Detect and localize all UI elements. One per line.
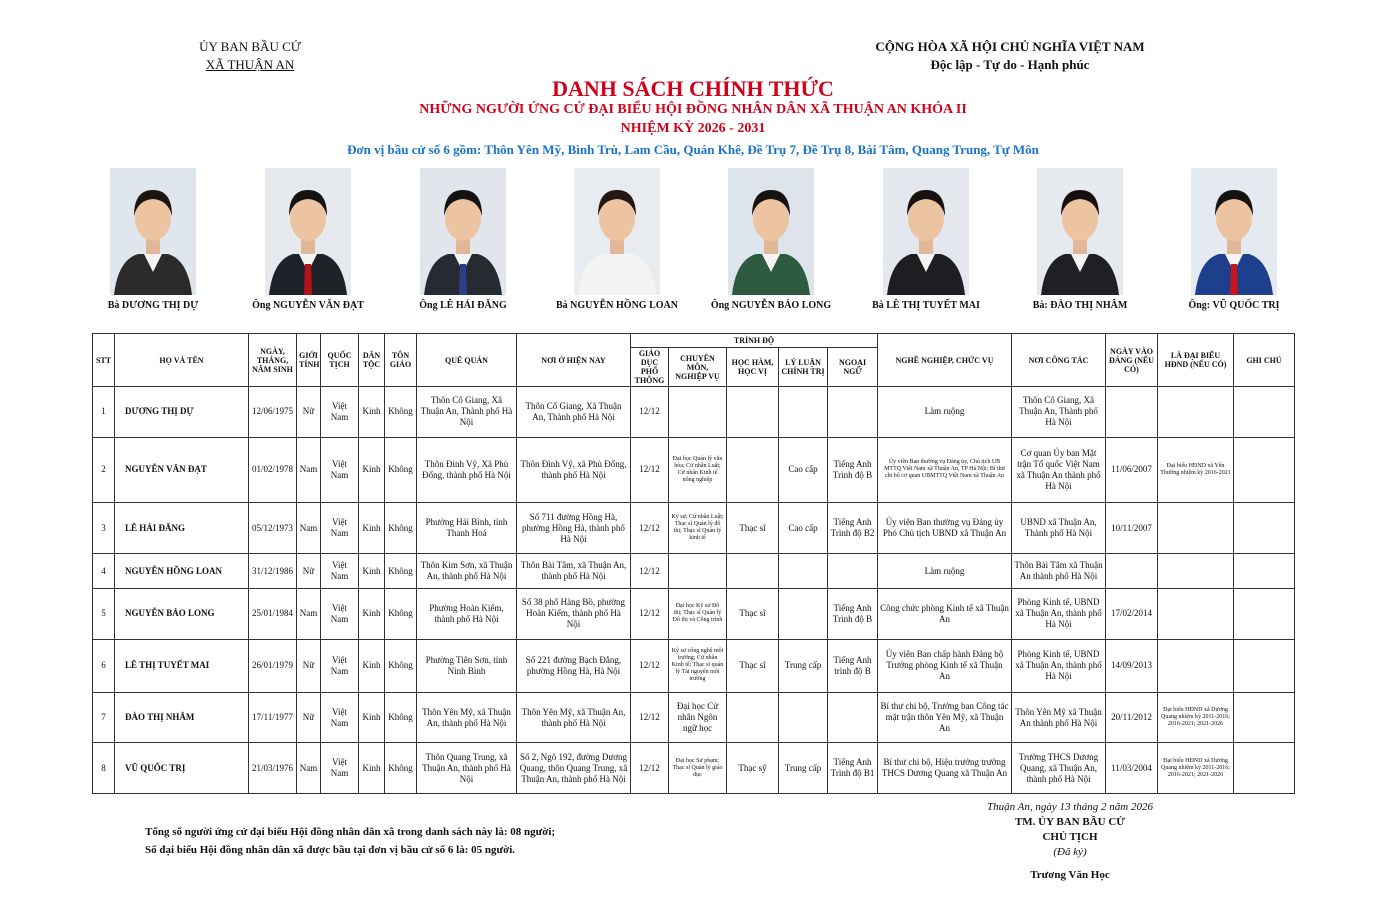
cell-edu-degree <box>727 387 779 438</box>
cell-stt: 3 <box>93 503 115 554</box>
cell-party-date: 11/06/2007 <box>1106 437 1158 503</box>
signing-organization: TM. ỦY BAN BẦU CỬ <box>1014 816 1126 828</box>
cell-note <box>1234 692 1295 743</box>
cell-occupation: Ủy viên Ban thường vụ Đảng ủy Phó Chủ tịch UBND xã Thuận An <box>878 503 1012 554</box>
cell-note <box>1234 503 1295 554</box>
cell-gender: Nam <box>297 503 321 554</box>
cell-nationality: Việt Nam <box>321 692 359 743</box>
cell-edu-professional <box>669 387 727 438</box>
header-hometown: QUÊ QUÁN <box>417 334 517 387</box>
cell-edu-degree: Thạc sĩ <box>727 639 779 692</box>
cell-edu-professional: Đại học Kỹ sư Đô thị; Thạc sĩ Quản lý Đô thị và Công trình <box>669 589 727 640</box>
portrait-caption: Bà LÊ THỊ TUYẾT MAI <box>872 300 980 311</box>
cell-gender: Nữ <box>297 553 321 588</box>
header-nationality: QUỐC TỊCH <box>321 334 359 387</box>
cell-name: ĐÀO THỊ NHÂM <box>115 692 249 743</box>
header-residence: NƠI Ở HIỆN NAY <box>517 334 631 387</box>
candidate-portrait <box>574 168 660 295</box>
cell-edu-degree: Thạc sĩ <box>727 503 779 554</box>
cell-party-date: 11/03/2004 <box>1106 743 1158 794</box>
cell-dob: 17/11/1977 <box>249 692 297 743</box>
cell-ethnicity: Kinh <box>359 387 385 438</box>
cell-nationality: Việt Nam <box>321 639 359 692</box>
candidate-portrait <box>728 168 814 295</box>
cell-edu-professional: Đại học Cử nhân Ngôn ngữ học <box>669 692 727 743</box>
cell-nationality: Việt Nam <box>321 743 359 794</box>
cell-edu-general: 12/12 <box>631 503 669 554</box>
cell-edu-general: 12/12 <box>631 387 669 438</box>
cell-nationality: Việt Nam <box>321 503 359 554</box>
cell-residence: Thôn Yên Mỹ, xã Thuận An, thành phố Hà Nội <box>517 692 631 743</box>
cell-residence: Thôn Cổ Giang, Xã Thuận An, Thành phố Hà Nội <box>517 387 631 438</box>
cell-ethnicity: Kinh <box>359 743 385 794</box>
cell-residence: Số 2, Ngõ 192, đường Dương Quang, thôn Quang Trung, xã Thuận An, thành phố Hà Nội <box>517 743 631 794</box>
committee-header <box>160 38 340 74</box>
cell-delegate: Đại biểu HĐND xã Dương Quang nhiệm kỳ 2011-2016; 2016-2021; 2021-2026 <box>1158 743 1234 794</box>
cell-ethnicity: Kinh <box>359 692 385 743</box>
cell-nationality: Việt Nam <box>321 553 359 588</box>
portrait-caption: Ông NGUYỄN VĂN ĐẠT <box>252 300 364 311</box>
cell-party-date: 17/02/2014 <box>1106 589 1158 640</box>
cell-hometown: Phường Hải Bình, tỉnh Thanh Hoá <box>417 503 517 554</box>
cell-name: VŨ QUỐC TRỊ <box>115 743 249 794</box>
cell-hometown: Phường Hoàn Kiếm, thành phố Hà Nội <box>417 589 517 640</box>
portrait-caption: Bà DƯƠNG THỊ DỰ <box>107 300 199 311</box>
cell-religion: Không <box>385 639 417 692</box>
cell-edu-language <box>828 692 878 743</box>
header-edu-political: LÝ LUẬN CHÍNH TRỊ <box>779 348 828 387</box>
portrait-caption: Bà: ĐÀO THỊ NHÂM <box>1032 300 1128 311</box>
cell-dob: 21/03/1976 <box>249 743 297 794</box>
cell-edu-political: Cao cấp <box>779 503 828 554</box>
cell-name: DƯƠNG THỊ DỰ <box>115 387 249 438</box>
cell-edu-language: Tiếng Anh Trình độ B <box>828 589 878 640</box>
cell-workplace: Phòng Kinh tế, UBND xã Thuận An, thành phố Hà Nội <box>1012 639 1106 692</box>
cell-ethnicity: Kinh <box>359 589 385 640</box>
cell-note <box>1234 553 1295 588</box>
candidate-portrait <box>265 168 351 295</box>
cell-hometown: Thôn Đình Vỹ, Xã Phù Đổng, thành phố Hà Nội <box>417 437 517 503</box>
cell-ethnicity: Kinh <box>359 437 385 503</box>
cell-name: LÊ THỊ TUYẾT MAI <box>115 639 249 692</box>
table-row <box>93 589 1295 640</box>
cell-ethnicity: Kinh <box>359 639 385 692</box>
cell-note <box>1234 589 1295 640</box>
elected-count-line: Số đại biểu Hội đồng nhân dân xã được bầu tại đơn vị bầu cử số 6 là: 05 người. <box>145 844 516 856</box>
cell-ethnicity: Kinh <box>359 553 385 588</box>
header-dob: NGÀY, THÁNG, NĂM SINH <box>249 334 297 387</box>
cell-stt: 5 <box>93 589 115 640</box>
header-occupation: NGHỀ NGHIỆP, CHỨC VỤ <box>878 334 1012 387</box>
header-delegate: LÀ ĐẠI BIỂU HĐND (NẾU CÓ) <box>1158 334 1234 387</box>
cell-nationality: Việt Nam <box>321 387 359 438</box>
cell-dob: 26/01/1979 <box>249 639 297 692</box>
cell-edu-political <box>779 589 828 640</box>
cell-stt: 2 <box>93 437 115 503</box>
cell-edu-degree <box>727 553 779 588</box>
cell-dob: 12/06/1975 <box>249 387 297 438</box>
cell-workplace: Cơ quan Ủy ban Mặt trận Tổ quốc Việt Nam xã Thuận An thành phố Hà Nội <box>1012 437 1106 503</box>
cell-edu-language: Tiếng Anh trình độ B <box>828 639 878 692</box>
cell-delegate: Đại biểu HĐND xã Dương Quang nhiệm kỳ 2011-2016; 2016-2021; 2021-2026 <box>1158 692 1234 743</box>
cell-edu-political: Trung cấp <box>779 743 828 794</box>
cell-religion: Không <box>385 387 417 438</box>
cell-gender: Nữ <box>297 692 321 743</box>
table-row <box>93 553 1295 588</box>
cell-occupation: Ủy viên Ban chấp hành Đảng bộ Trưởng phòng Kinh tế xã Thuận An <box>878 639 1012 692</box>
commune-name: XÃ THUẬN AN <box>205 57 295 72</box>
cell-workplace: Thôn Yên Mỹ xã Thuận An thành phố Hà Nội <box>1012 692 1106 743</box>
cell-edu-language: Tiếng Anh Trình độ B1 <box>828 743 878 794</box>
cell-note <box>1234 437 1295 503</box>
signed-mark: (Đã ký) <box>1053 846 1087 858</box>
header-note: GHI CHÚ <box>1234 334 1295 387</box>
cell-name: LÊ HẢI ĐĂNG <box>115 503 249 554</box>
cell-edu-language <box>828 553 878 588</box>
header-edu-language: NGOẠI NGỮ <box>828 348 878 387</box>
cell-delegate <box>1158 387 1234 438</box>
cell-gender: Nam <box>297 437 321 503</box>
cell-edu-general: 12/12 <box>631 743 669 794</box>
cell-edu-general: 12/12 <box>631 639 669 692</box>
cell-hometown: Thôn Yên Mỹ, xã Thuận An, thành phố Hà Nội <box>417 692 517 743</box>
cell-party-date <box>1106 553 1158 588</box>
table-row <box>93 437 1295 503</box>
cell-nationality: Việt Nam <box>321 437 359 503</box>
cell-edu-professional: Đại học Quản lý văn hóa; Cử nhân Luật; Cử nhân Kinh tế nông nghiệp <box>669 437 727 503</box>
header-stt: STT <box>93 334 115 387</box>
cell-stt: 6 <box>93 639 115 692</box>
header-gender: GIỚI TÍNH <box>297 334 321 387</box>
cell-edu-degree: Thạc sỹ <box>727 743 779 794</box>
cell-occupation: Công chức phòng Kinh tế xã Thuận An <box>878 589 1012 640</box>
cell-dob: 05/12/1973 <box>249 503 297 554</box>
portrait-caption: Bà NGUYỄN HỒNG LOAN <box>556 300 678 311</box>
cell-gender: Nam <box>297 589 321 640</box>
table-row <box>93 503 1295 554</box>
candidate-portrait <box>1037 168 1123 295</box>
cell-dob: 31/12/1986 <box>249 553 297 588</box>
table-header-row <box>93 334 1295 348</box>
cell-hometown: Thôn Cổ Giang, Xã Thuận An, Thành phố Hà Nội <box>417 387 517 438</box>
cell-name: NGUYỄN BẢO LONG <box>115 589 249 640</box>
cell-name: NGUYỄN HỒNG LOAN <box>115 553 249 588</box>
cell-note <box>1234 387 1295 438</box>
cell-religion: Không <box>385 437 417 503</box>
signature-block <box>940 800 1200 883</box>
cell-residence: Số 221 đường Bạch Đằng, phường Hồng Hà, Hà Nội <box>517 639 631 692</box>
cell-delegate <box>1158 553 1234 588</box>
header-workplace: NƠI CÔNG TÁC <box>1012 334 1106 387</box>
cell-occupation: Bí thư chi bộ, Hiệu trưởng trường THCS Dương Quang xã Thuận An <box>878 743 1012 794</box>
header-edu-general: GIÁO DỤC PHỔ THÔNG <box>631 348 669 387</box>
cell-dob: 25/01/1984 <box>249 589 297 640</box>
cell-stt: 1 <box>93 387 115 438</box>
summary-notes <box>145 823 555 859</box>
signer-title: CHỦ TỊCH <box>1042 831 1098 843</box>
cell-edu-degree: Thạc sĩ <box>727 589 779 640</box>
cell-stt: 4 <box>93 553 115 588</box>
cell-hometown: Thôn Quang Trung, xã Thuận An, thành phố Hà Nội <box>417 743 517 794</box>
header-edu-professional: CHUYÊN MÔN, NGHIỆP VỤ <box>669 348 727 387</box>
cell-edu-general: 12/12 <box>631 437 669 503</box>
cell-edu-general: 12/12 <box>631 553 669 588</box>
cell-hometown: Phường Tiên Sơn, tỉnh Ninh Bình <box>417 639 517 692</box>
cell-edu-professional: Kỹ sư công nghệ môi trường; Cử nhân Kinh tế; Thạc sĩ quản lý Tài nguyên môi trường <box>669 639 727 692</box>
cell-workplace: Trường THCS Dương Quang, xã Thuận An, thành phố Hà Nội <box>1012 743 1106 794</box>
cell-religion: Không <box>385 589 417 640</box>
document-subtitle: NHỮNG NGƯỜI ỨNG CỬ ĐẠI BIỂU HỘI ĐỒNG NHÂN DÂN XÃ THUẬN AN KHÓA II <box>419 102 967 117</box>
document-title: DANH SÁCH CHÍNH THỨC <box>552 76 834 101</box>
cell-stt: 8 <box>93 743 115 794</box>
cell-hometown: Thôn Kim Sơn, xã Thuận An, thành phố Hà Nội <box>417 553 517 588</box>
cell-note <box>1234 743 1295 794</box>
cell-religion: Không <box>385 692 417 743</box>
portrait-caption: Ông LÊ HẢI ĐĂNG <box>419 300 507 311</box>
cell-party-date: 10/11/2007 <box>1106 503 1158 554</box>
cell-workplace: UBND xã Thuận An, Thành phố Hà Nội <box>1012 503 1106 554</box>
cell-gender: Nam <box>297 743 321 794</box>
national-motto: Độc lập - Tự do - Hạnh phúc <box>930 57 1090 72</box>
cell-workplace: Thôn Bài Tâm xã Thuận An thành phố Hà Nội <box>1012 553 1106 588</box>
header-name: HỌ VÀ TÊN <box>115 334 249 387</box>
candidate-table <box>92 333 1295 794</box>
cell-stt: 7 <box>93 692 115 743</box>
candidate-portrait <box>420 168 506 295</box>
national-title: CỘNG HÒA XÃ HỘI CHỦ NGHĨA VIỆT NAM <box>875 39 1145 54</box>
cell-edu-degree <box>727 692 779 743</box>
cell-edu-general: 12/12 <box>631 589 669 640</box>
cell-edu-professional: Kỹ sư; Cử nhân Luật; Thạc sĩ Quản lý đô thị; Thạc sĩ Quản lý kinh tế <box>669 503 727 554</box>
term-title: NHIỆM KỲ 2026 - 2031 <box>620 121 766 136</box>
cell-religion: Không <box>385 503 417 554</box>
place-date: Thuận An, ngày 13 tháng 2 năm 2026 <box>986 801 1154 813</box>
cell-party-date: 20/11/2012 <box>1106 692 1158 743</box>
cell-residence: Số 711 đường Hồng Hà, phường Hồng Hà, thành phố Hà Nội <box>517 503 631 554</box>
cell-religion: Không <box>385 743 417 794</box>
cell-religion: Không <box>385 553 417 588</box>
cell-edu-political <box>779 387 828 438</box>
header-ethnicity: DÂN TỘC <box>359 334 385 387</box>
cell-workplace: Phòng Kinh tế, UBND xã Thuận An, thành phố Hà Nội <box>1012 589 1106 640</box>
cell-dob: 01/02/1978 <box>249 437 297 503</box>
cell-delegate: Đại biểu HĐND xã Yên Thường nhiệm kỳ 2016-2021 <box>1158 437 1234 503</box>
cell-gender: Nữ <box>297 639 321 692</box>
cell-party-date: 14/09/2013 <box>1106 639 1158 692</box>
cell-edu-political: Cao cấp <box>779 437 828 503</box>
cell-note <box>1234 639 1295 692</box>
cell-edu-general: 12/12 <box>631 692 669 743</box>
cell-delegate <box>1158 503 1234 554</box>
header-education-group: TRÌNH ĐỘ <box>631 334 878 348</box>
portrait-caption: Ông NGUYỄN BẢO LONG <box>710 300 832 311</box>
cell-occupation: Bí thư chi bộ, Trưởng ban Công tác mặt trận thôn Yên Mỹ, xã Thuận An <box>878 692 1012 743</box>
candidate-portrait <box>883 168 969 295</box>
cell-delegate <box>1158 589 1234 640</box>
cell-workplace: Thôn Cổ Giang, Xã Thuận An, Thành phố Hà Nội <box>1012 387 1106 438</box>
cell-edu-degree <box>727 437 779 503</box>
national-header <box>820 38 1200 74</box>
cell-residence: Thôn Bài Tâm, xã Thuận An, thành phố Hà Nội <box>517 553 631 588</box>
cell-occupation: Ủy viên Ban thường vụ Đảng ủy, Chủ tịch UB MTTQ Việt Nam xã Thuận An, TP Hà Nội; Bí thư chi bộ cơ quan UBMTTQ Việt Nam xã Thuận An <box>878 437 1012 503</box>
cell-residence: Số 38 phố Hàng Bồ, phường Hoàn Kiếm, thành phố Hà Nội <box>517 589 631 640</box>
cell-edu-language: Tiếng Anh Trình độ B <box>828 437 878 503</box>
electoral-unit: Đơn vị bầu cử số 6 gồm: Thôn Yên Mỹ, Bình Trù, Lam Cầu, Quán Khê, Đề Trụ 7, Đề Trụ 8, Bài Tâm, Quang Trung, Tự Môn <box>347 142 1039 157</box>
table-row <box>93 692 1295 743</box>
table-row <box>93 743 1295 794</box>
cell-edu-language: Tiếng Anh Trình độ B2 <box>828 503 878 554</box>
portrait-caption: Ông: VŨ QUỐC TRỊ <box>1188 300 1280 311</box>
committee-name: ỦY BAN BẦU CỬ <box>199 39 301 54</box>
candidate-portrait <box>1191 168 1277 295</box>
cell-name: NGUYỄN VĂN ĐẠT <box>115 437 249 503</box>
table-row <box>93 639 1295 692</box>
table-row <box>93 387 1295 438</box>
cell-residence: Thôn Đình Vỹ, xã Phù Đổng, thành phố Hà Nội <box>517 437 631 503</box>
header-party-date: NGÀY VÀO ĐẢNG (NẾU CÓ) <box>1106 334 1158 387</box>
cell-ethnicity: Kinh <box>359 503 385 554</box>
cell-edu-professional <box>669 553 727 588</box>
header-religion: TÔN GIÁO <box>385 334 417 387</box>
cell-edu-political: Trung cấp <box>779 639 828 692</box>
header-edu-degree: HỌC HÀM, HỌC VỊ <box>727 348 779 387</box>
total-candidates-line: Tổng số người ứng cử đại biểu Hội đồng nhân dân xã trong danh sách này là: 08 người; <box>145 826 556 838</box>
cell-edu-political <box>779 692 828 743</box>
cell-occupation: Làm ruộng <box>878 387 1012 438</box>
cell-nationality: Việt Nam <box>321 589 359 640</box>
cell-delegate <box>1158 639 1234 692</box>
cell-edu-political <box>779 553 828 588</box>
cell-edu-language <box>828 387 878 438</box>
signer-name: Trương Văn Học <box>1030 869 1110 881</box>
cell-party-date <box>1106 387 1158 438</box>
cell-gender: Nữ <box>297 387 321 438</box>
candidate-portrait <box>110 168 196 295</box>
cell-edu-professional: Đại học Sư phạm; Thạc sĩ Quản lý giáo dục <box>669 743 727 794</box>
cell-occupation: Làm ruộng <box>878 553 1012 588</box>
